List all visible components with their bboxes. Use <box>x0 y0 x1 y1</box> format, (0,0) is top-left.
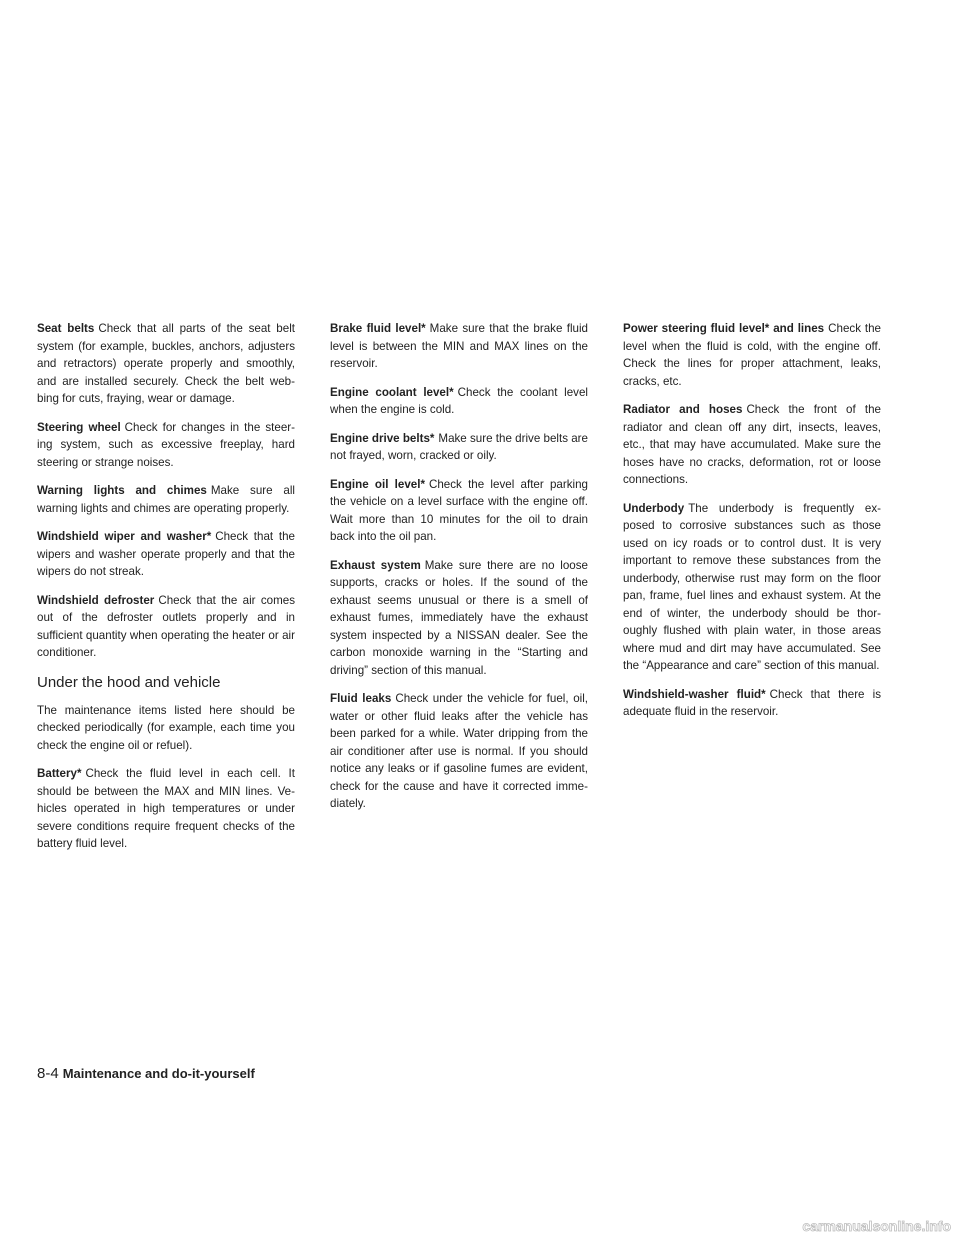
paragraph-engine-coolant <box>330 384 588 419</box>
body-text: Check the level when the fluid is cold, with the engine off. Check the lines for proper attachment, leaks, cracks, etc. <box>623 322 882 388</box>
term: Brake fluid level* <box>330 322 426 335</box>
body-text: Check for changes in the steer-ing system, such as excessive freeplay, hard steering or strange noises. <box>37 420 295 469</box>
term: Engine oil level* <box>330 477 425 491</box>
term: Windshield wiper and washer* <box>37 530 212 543</box>
paragraph-power-steering <box>623 320 881 390</box>
term: Radiator and hoses <box>623 403 743 416</box>
term: Windshield defroster <box>37 593 155 607</box>
footer-section-title: Maintenance and do-it-yourself <box>62 1066 255 1081</box>
body-text: Check the coolant level when the engine is cold. <box>330 385 588 416</box>
page-footer <box>37 1065 255 1083</box>
body-text: Check that the air comes out of the defroster outlets properly and in sufficient quantity when operating the heater or air conditioner. <box>37 593 296 659</box>
paragraph-exhaust-system <box>330 557 588 680</box>
watermark-logo <box>777 1216 952 1236</box>
paragraph-battery <box>37 765 295 853</box>
paragraph-engine-oil <box>330 476 588 546</box>
term: Underbody <box>623 501 685 515</box>
term: Engine drive belts* <box>330 431 435 445</box>
svg-text:carmanualsonline.info: carmanualsonline.info <box>802 1218 951 1234</box>
body-text: Check that all parts of the seat belt system (for example, buckles, anchors, adjusters and retractors) operate properly and smoothly, and are installed securely. Check the belt web-bing for cuts, fraying, wear or damage. <box>37 322 295 405</box>
body-text: Check the level after parking the vehicle on a level surface with the engine off. Wait more than 10 minutes for the oil to drain back into the oil pan. <box>330 477 588 543</box>
body-text: Make sure that the brake fluid level is between the MIN and MAX lines on the reservoir. <box>330 322 588 370</box>
section-intro: The maintenance items listed here should be checked periodically (for example, each time you check the engine oil or refuel). <box>37 703 295 752</box>
body-text: Check that the wipers and washer operate properly and that the wipers do not streak. <box>37 530 295 578</box>
body-text: The underbody is frequently ex-posed to corrosive substances such as those used on icy roads or to control dust. It is very important to remove these substances from the underbody, otherwise rust may form on the floor pan, frame, fuel lines and exhaust system. At the end of winter, the underbody should be thor-oughly flushed with plain water, in those areas where mud and dirt may have accumulated. See the “Appearance and care” section of this manual. <box>623 501 881 672</box>
column-3 <box>623 320 881 732</box>
paragraph-brake-fluid <box>330 320 588 373</box>
column-1 <box>37 320 295 864</box>
column-2 <box>330 320 588 824</box>
paragraph-windshield-wiper <box>37 528 295 581</box>
paragraph-radiator-hoses <box>623 401 881 489</box>
body-text: Make sure the drive belts are not frayed, worn, cracked or oily. <box>330 431 588 462</box>
term: Windshield-washer fluid* <box>623 687 766 701</box>
paragraph-engine-drive-belts <box>330 430 588 465</box>
paragraph-fluid-leaks <box>330 690 588 813</box>
term: Power steering fluid level* and lines <box>623 322 825 335</box>
paragraph-washer-fluid <box>623 686 881 721</box>
term: Warning lights and chimes <box>37 484 207 497</box>
page-number: 8-4 <box>37 1065 59 1082</box>
body-text: Check that there is adequate fluid in the reservoir. <box>623 687 881 718</box>
body-text: Check the front of the radiator and clean off any dirt, insects, leaves, etc., that may have accumulated. Make sure the hoses have no cracks, deformation, rot or loose connections. <box>623 403 881 486</box>
paragraph-warning-lights <box>37 482 295 517</box>
term: Fluid leaks <box>330 692 392 705</box>
term: Seat belts <box>37 322 95 335</box>
body-text: Make sure all warning lights and chimes are operating properly. <box>37 484 295 515</box>
term: Exhaust system <box>330 558 421 572</box>
paragraph-windshield-defroster <box>37 592 295 662</box>
paragraph-steering-wheel <box>37 419 295 472</box>
term: Engine coolant level* <box>330 385 454 399</box>
term: Battery* <box>37 767 82 780</box>
term: Steering wheel <box>37 420 121 434</box>
paragraph-seat-belts <box>37 320 295 408</box>
body-text: Make sure there are no loose supports, cracks or holes. If the sound of the exhaust seems unusual or there is a smell of exhaust fumes, immediately have the exhaust system inspected by a NISSAN dealer. See the carbon monoxide warning in the “Starting and driving” section of this manual. <box>330 558 588 677</box>
body-text: Check the fluid level in each cell. It should be between the MAX and MIN lines. Ve-hicles operated in high temperatures or under severe conditions require frequent checks of the battery fluid level. <box>37 767 295 850</box>
section-heading: Under the hood and vehicle <box>37 673 221 691</box>
paragraph-underbody <box>623 500 881 675</box>
body-text: Check under the vehicle for fuel, oil, water or other fluid leaks after the vehicle has been parked for a while. Water dripping from the air conditioner after use is normal. If you should notice any leaks or if gasoline fumes are evident, check for the cause and have it corrected imme-diately. <box>330 692 589 810</box>
